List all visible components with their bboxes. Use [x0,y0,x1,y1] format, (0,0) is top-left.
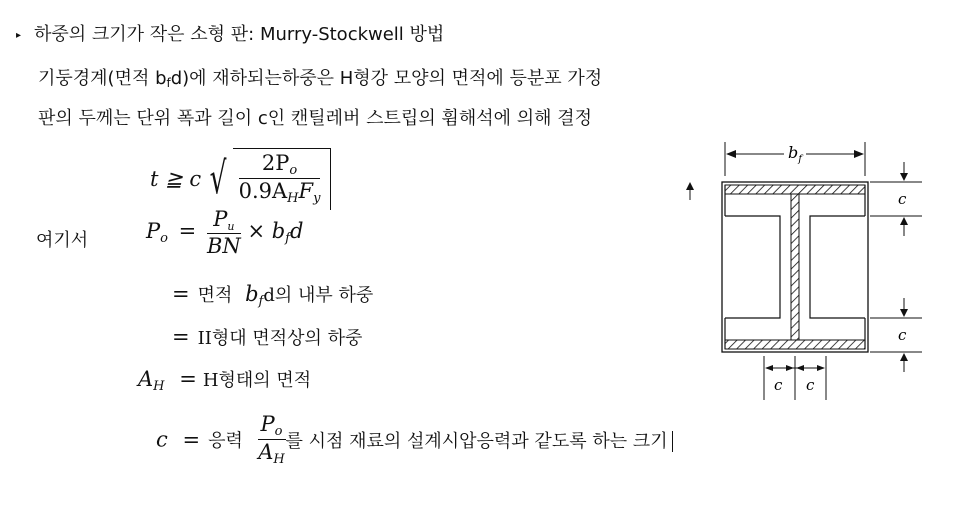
ah-desc: H형태의 면적 [202,370,312,391]
c-web-arrow-3 [796,365,804,371]
po-fraction [207,207,241,258]
formula-thickness-den-text: 0.9A [238,179,288,203]
formula-thickness-lhs: t ≧ c [150,167,202,191]
c-top-arrow-2 [900,217,908,225]
c-denominator [258,440,286,467]
desc2-text: II형대 면적상의 하중 [197,328,363,349]
formula-thickness-denominator [239,179,321,206]
bf-label: $b_f$ [788,143,802,165]
c-web-left-label: c [774,376,783,394]
body-line-1-sub: f [166,76,171,90]
sqrt-body [233,148,332,210]
formula-thickness-den-mid: F [298,179,314,203]
c-web-right-label: c [806,376,815,394]
c-bottom-label: c [898,326,907,344]
desc1-b: b [245,282,259,306]
bf-arrow-right [854,150,864,158]
formula-po [146,207,303,258]
po-eq: = [178,219,197,243]
ah-lhs-sub: H [153,379,165,394]
c-fraction [258,412,286,467]
c-num-text: P [260,412,275,436]
desc1-a: 면적 [197,285,233,306]
body-line-1-prefix: 기둥경계(면적 b [38,68,167,89]
c-top-arrow-1 [900,173,908,181]
po-num-sub: u [227,220,235,233]
c-bottom-arrow-1 [900,309,908,317]
formula-ah [138,366,311,394]
web [791,194,799,340]
bf-arrow-left [726,150,736,158]
top-flange [725,185,865,194]
c-web-arrow-1 [765,365,773,371]
desc2-eq: = [172,325,190,349]
where-label: 여기서 [36,230,89,251]
po-d: d [289,219,304,243]
desc1-sub: f [258,294,264,309]
c-top-label: c [898,190,907,208]
c-den-text: A [258,440,274,464]
desc1-eq: = [172,282,190,306]
formula-c [156,412,673,467]
body-line-1-suffix: d)에 재하되는하중은 H형강 모양의 면적에 등분포 가정 [170,68,603,89]
po-times-sub: f [285,231,290,246]
c-den-sub: H [273,452,285,467]
c-num-sub: o [274,424,283,439]
po-times: × b [247,219,286,243]
sqrt-sign: √ [209,153,227,204]
po-lhs: P [146,219,161,243]
ref-arrow-head [686,182,694,190]
po-lhs-sub: o [160,231,168,246]
ah-eq: = [179,367,197,391]
formula-thickness-den-sub2: y [313,191,321,206]
h-section-diagram [660,128,940,408]
bullet-icon: ▸ [16,30,22,41]
desc-h-area-load [172,324,362,350]
po-numerator [207,207,241,234]
c-bottom-arrow-2 [900,353,908,361]
c-lhs: c [156,427,168,452]
c-web-arrow-4 [817,365,825,371]
bottom-flange [725,340,865,349]
formula-thickness [150,148,331,210]
po-denominator: BN [206,234,241,258]
formula-thickness-den-sub1: H [287,191,299,206]
ah-lhs: A [138,367,154,391]
formula-thickness-fraction [239,151,321,206]
body-line-1 [38,64,602,90]
formula-thickness-numerator [239,151,321,179]
desc1-c: d의 내부 하중 [263,285,374,306]
heading-text: 하중의 크기가 작은 소형 판: Murry-Stockwell 방법 [34,24,445,45]
desc-internal-load [172,281,373,309]
formula-thickness-num-sub: o [289,163,298,178]
c-web-arrow-2 [786,365,794,371]
formula-thickness-num-text: 2P [261,151,290,175]
c-eq: = [182,427,201,452]
c-word: 응력 [208,430,243,452]
c-numerator [258,412,286,440]
c-desc: 를 시점 재료의 설계시압응력과 같도록 하는 크기 [286,431,673,452]
body-line-2: 판의 두께는 단위 폭과 길이 c인 캔틸레버 스트립의 휨해석에 의해 결정 [38,108,592,129]
po-num-text: P [213,207,228,231]
